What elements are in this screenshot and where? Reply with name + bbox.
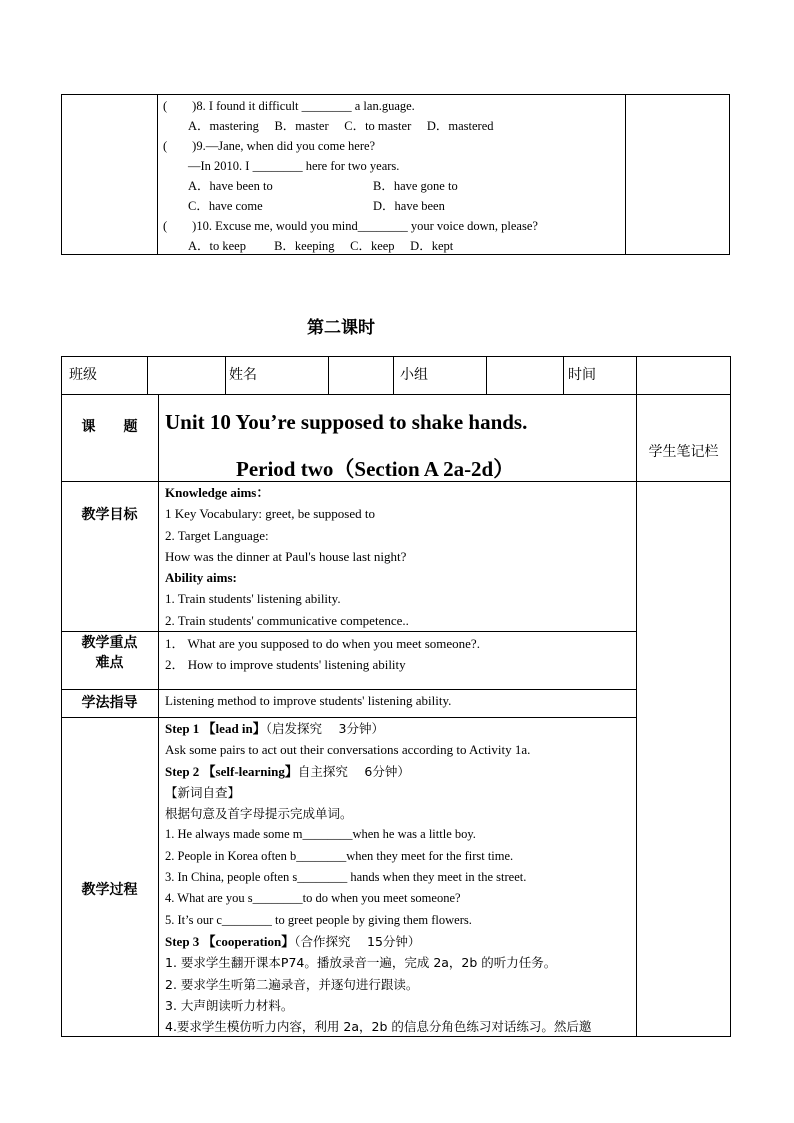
exercise-option: D．have been: [373, 199, 445, 213]
task-line: 3. 大声朗读听力材料。: [165, 997, 294, 1013]
exercise-line: ( )10. Excuse me, would you mind________ your voice down, please?: [163, 219, 538, 233]
section-title: 第二课时: [307, 318, 375, 338]
method-label: 学法指导: [81, 695, 138, 711]
row-divider: [62, 631, 636, 632]
exercise-line: ( )8. I found it difficult ________ a lan.guage.: [163, 99, 415, 113]
key-point-line: 2． How to improve students' listening ability: [165, 657, 406, 672]
fill-in-sentence: 3. In China, people often s________ hands when they meet in the street.: [165, 870, 527, 885]
exercise-option: C．have come: [163, 199, 263, 213]
fill-in-sentence: 4. What are you s________to do when you meet someone?: [165, 891, 461, 906]
unit-title: Unit 10 You’re supposed to shake hands.: [165, 410, 528, 434]
task-line: 4.要求学生模仿听力内容，利用 2a，2b 的信息分角色练习对话练习。然后邀: [165, 1019, 592, 1035]
column-divider: [486, 357, 487, 394]
goals-line: 1 Key Vocabulary: greet, be supposed to: [165, 506, 375, 522]
step-title: Step 1 【lead in】: [165, 721, 266, 736]
key-points-label-line: 教学重点: [81, 635, 138, 651]
student-notes-label: 学生笔记栏: [648, 444, 719, 460]
key-points-label-line: 难点: [95, 655, 124, 671]
goals-line: 2. Target Language:: [165, 527, 269, 543]
column-divider: [636, 394, 637, 1036]
goals-label: 教学目标: [81, 507, 138, 523]
key-points-content: [165, 633, 480, 675]
process-label: 教学过程: [81, 882, 138, 898]
exercise-line: ( )9.—Jane, when did you come here?: [163, 139, 376, 153]
step-note: （合作探究 15分钟）: [294, 933, 421, 949]
exercise-line: A．to keep B．keeping C．keep D．kept: [163, 239, 454, 253]
exercise-option: B．have gone to: [373, 179, 458, 193]
column-divider: [147, 357, 148, 394]
exercise-line: —In 2010. I ________ here for two years.: [163, 159, 400, 173]
goals-line: How was the dinner at Paul's house last night?: [165, 548, 407, 564]
column-divider: [625, 95, 626, 254]
step-1-text: Ask some pairs to act out their conversations according to Activity 1a.: [165, 742, 531, 758]
column-divider: [158, 394, 159, 1036]
column-divider: [393, 357, 394, 394]
step-title: Step 3 【cooperation】: [165, 933, 295, 949]
exercise-option: A．have been to: [163, 179, 273, 193]
period-subtitle: Period two（Section A 2a-2d）: [236, 457, 515, 481]
new-words-heading: 【新词自查】: [165, 784, 241, 800]
step-1-heading: [165, 718, 591, 739]
fill-in-sentence: 2. People in Korea often b________when they meet for the first time.: [165, 848, 514, 863]
key-point-line: 1． What are you supposed to do when you meet someone?.: [165, 636, 480, 651]
goals-content: [165, 482, 409, 631]
goals-line: Knowledge aims：: [165, 485, 270, 500]
goals-line: 1. Train students' listening ability.: [165, 591, 341, 607]
column-divider: [157, 95, 158, 254]
topic-label: 课 题: [81, 419, 138, 435]
column-divider: [328, 357, 329, 394]
row-divider: [62, 394, 730, 395]
time-label: 时间: [568, 367, 596, 383]
column-divider: [636, 357, 637, 394]
step-note: （启发探究 3分钟）: [265, 721, 384, 736]
column-divider: [563, 357, 564, 394]
task-line: 1. 要求学生翻开课本P74。播放录音一遍，完成 2a，2b 的听力任务。: [165, 955, 557, 971]
step-3-heading: [165, 931, 591, 952]
group-label: 小组: [400, 367, 428, 383]
name-label: 姓名: [229, 367, 257, 383]
task-line: 2. 要求学生听第二遍录音，并逐句进行跟读。: [165, 976, 419, 992]
key-points-label: [61, 633, 158, 673]
method-text: Listening method to improve students' listening ability.: [165, 693, 452, 708]
fill-in-sentence: 1. He always made some m________when he was a little boy.: [165, 827, 476, 842]
fill-in-sentence: 5. It’s our c________ to greet people by giving them flowers.: [165, 912, 472, 927]
step-note: 自主探究 6分钟）: [297, 763, 410, 779]
column-divider: [225, 357, 226, 394]
goals-line: Ability aims:: [165, 570, 237, 586]
step-2-heading: [165, 761, 591, 782]
step-title: Step 2 【self-learning】: [165, 763, 298, 779]
exercise-line: A．mastering B．master C．to master D．mastered: [163, 119, 494, 133]
new-words-instruction: 根据句意及首字母提示完成单词。: [165, 806, 353, 822]
class-label: 班级: [69, 367, 97, 383]
process-content: [165, 718, 591, 1037]
goals-line: 2. Train students' communicative competence..: [165, 612, 409, 628]
